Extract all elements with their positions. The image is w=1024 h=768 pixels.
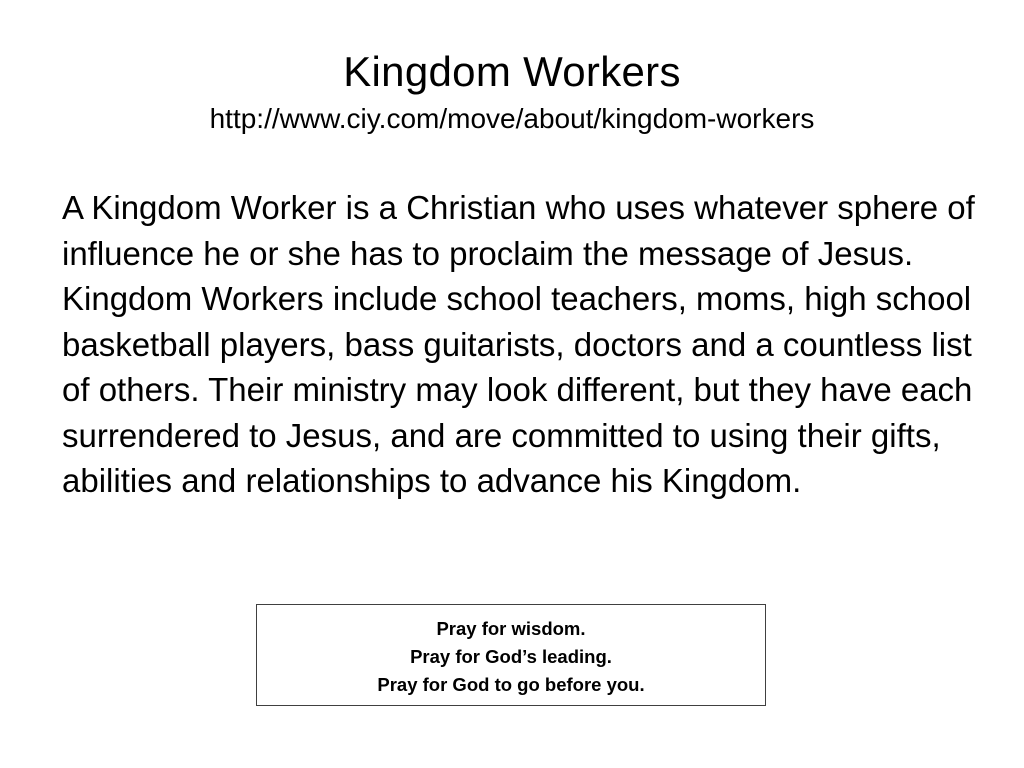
slide-url: http://www.ciy.com/move/about/kingdom-workers: [209, 103, 815, 134]
prayer-line-wisdom: Pray for wisdom.: [436, 618, 586, 639]
prayer-line-leading: Pray for God’s leading.: [410, 646, 612, 667]
prayer-box: [256, 604, 766, 706]
slide-title: Kingdom Workers: [343, 48, 681, 95]
prayer-line-go-before: Pray for God to go before you.: [377, 674, 645, 695]
title-block: [0, 44, 1024, 136]
body-paragraph: A Kingdom Worker is a Christian who uses whatever sphere of influence he or she has to proclaim the message of Jesus. Kingdom Workers include school teachers, moms, high school basketball players, bass guitarists, doctors and a countless list of others. Their ministry may look different, but they have each surrendered to Jesus, and are committed to using their gifts, abilities and relationships to advance his Kingdom.: [62, 189, 975, 499]
